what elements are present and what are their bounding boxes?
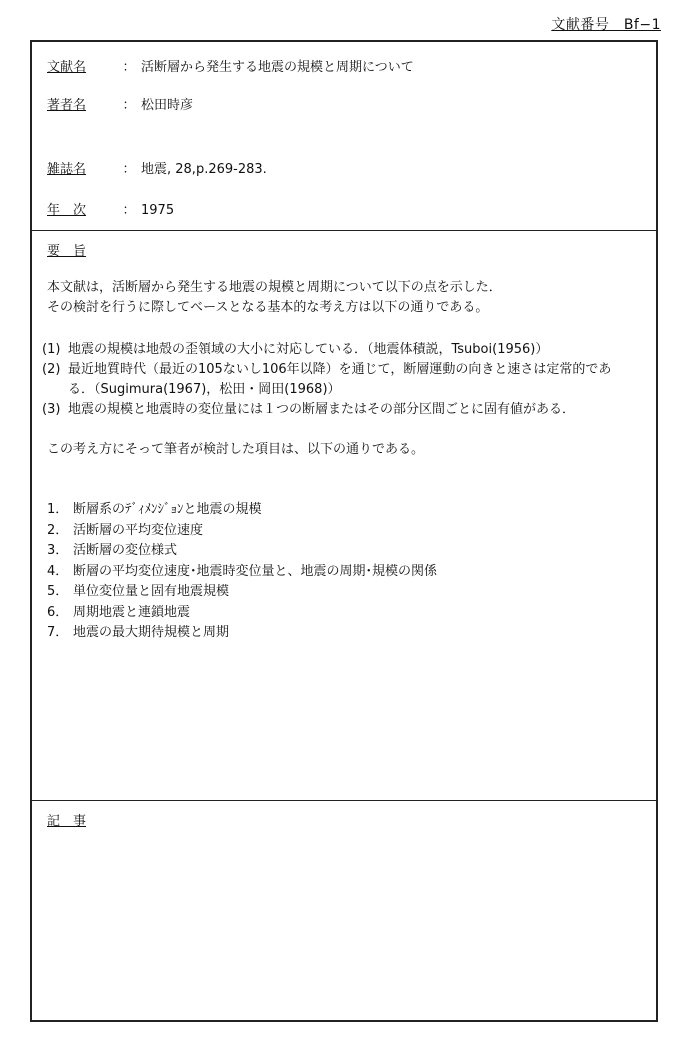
topic-number: 1． [47,502,69,517]
list-item [47,582,437,603]
list-item [47,623,437,644]
summary-intro-line-1: 本文献は，活断層から発生する地震の規模と周期について以下の点を示した． [47,280,502,295]
year-colon: ： [122,203,136,218]
title-colon: ： [122,60,136,75]
topic-text: 断層系のﾃﾞｨﾒﾝｼﾞｮﾝと地震の規模 [73,502,262,517]
list-item [47,541,437,562]
point-number: (2) [42,362,61,377]
year-value: 1975 [141,203,175,218]
authors-value: 松田時彦 [141,98,194,113]
authors-label: 著者名 [47,98,87,113]
topic-text: 活断層の変位様式 [73,543,178,558]
summary-closing-line: この考え方にそって筆者が検討した項目は、以下の通りである。 [47,442,425,457]
topic-number: 4． [47,563,69,579]
year-label: 年 次 [47,203,87,218]
list-item [42,340,632,360]
topic-text: 断層の平均変位速度･地震時変位量と、地震の周期･規模の関係 [73,563,438,579]
year-row [47,202,174,220]
topic-number: 6． [47,604,69,620]
summary-heading: 要 旨 [47,244,87,259]
title-row [47,59,414,77]
title-value: 活断層から発生する地震の規模と周期について [141,60,414,75]
authors-row [47,97,193,115]
topic-text: 地震の最大期待規模と周期 [73,625,230,640]
notes-heading: 記 事 [47,814,87,829]
document-number: 文献番号 Bf−1 [551,17,661,33]
journal-colon: ： [122,162,136,177]
topic-number: 2． [47,522,69,538]
journal-row [47,161,267,179]
list-item [47,603,437,624]
topic-number: 5． [47,584,69,599]
point-number: (1) [42,342,61,357]
header-divider [32,230,656,231]
title-label: 文献名 [47,60,87,75]
list-item [47,521,437,542]
point-text: 地震の規模と地震時の変位量には１つの断層またはその部分区間ごとに固有値がある． [68,402,576,417]
authors-colon: ： [122,98,136,113]
point-number: (3) [42,402,61,417]
journal-label: 雑誌名 [47,162,87,177]
topics-list [47,500,437,644]
summary-closing [47,440,647,460]
notes-divider [32,800,656,801]
basic-concepts-list [42,340,632,420]
list-item [42,360,632,400]
list-item [47,562,437,583]
topic-number: 7． [47,625,69,640]
list-item [42,400,632,420]
point-text: 最近地質時代（最近の105ないし106年以降）を通じて，断層運動の向きと速さは定常的である．（Sugimura(1967)，松田・岡田(1968)） [68,362,612,397]
summary-intro-line-2: その検討を行うに際してベースとなる基本的な考え方は以下の通りである。 [47,300,489,315]
point-text: 地震の規模は地殻の歪領域の大小に対応している．（地震体積説，Tsuboi(1956)） [68,342,549,357]
journal-value: 地震, 28,p.269-283. [141,162,267,177]
document-frame [30,40,658,1022]
topic-text: 活断層の平均変位速度 [73,522,204,538]
summary-intro [47,278,647,318]
list-item [47,500,437,521]
topic-number: 3． [47,543,69,558]
topic-text: 単位変位量と固有地震規模 [73,584,230,599]
topic-text: 周期地震と連鎖地震 [73,604,191,620]
